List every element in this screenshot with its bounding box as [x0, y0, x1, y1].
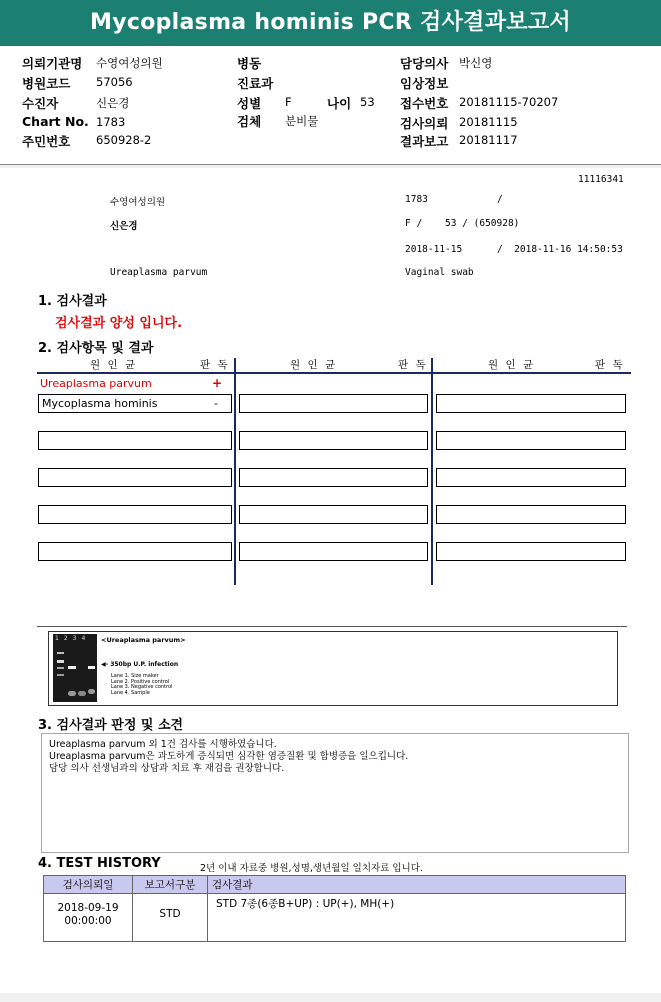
- request-value: 20181115: [459, 115, 518, 129]
- gel-divider: [37, 626, 627, 627]
- sheet-specimen: Vaginal swab: [405, 267, 474, 278]
- result-row-2: [38, 394, 232, 413]
- col2-organism-header: 원 인 균: [290, 359, 338, 371]
- opinion-box: [41, 733, 629, 853]
- code-label: 병원코드: [22, 76, 71, 91]
- history-type: STD: [133, 894, 208, 942]
- empty-cell: [436, 468, 626, 487]
- grid-divider-2: [431, 358, 433, 585]
- history-result: STD 7종(6종B+UP) : UP(+), MH(+): [208, 894, 626, 942]
- lane-number: 1: [55, 635, 59, 642]
- history-date: 2018-09-19: [57, 902, 119, 914]
- section2-title: 2. 검사항목 및 결과: [38, 341, 154, 356]
- header-info: [0, 46, 661, 165]
- gel-band-label: 350bp U.P. infection: [110, 661, 179, 668]
- empty-cell: [38, 468, 232, 487]
- gel-legend-item: Lane 4. Sample: [111, 689, 150, 696]
- sheet-patient: 신은경: [110, 221, 138, 232]
- result-row-1-name: Ureaplasma parvum: [40, 377, 152, 390]
- sheet-sex-age: F / 53 / (650928): [405, 218, 520, 229]
- history-header-row: [44, 876, 626, 894]
- report-value: 20181117: [459, 133, 518, 147]
- col3-judgement-header: 판 독: [595, 359, 625, 371]
- hospital-value: 수영여성의원: [96, 56, 163, 70]
- sheet-slash: /: [497, 194, 503, 205]
- doctor-label: 담당의사: [400, 56, 449, 71]
- section4-title: 4. TEST HISTORY: [38, 856, 161, 871]
- patient-label: 수진자: [22, 96, 59, 111]
- sex-value: F: [285, 95, 292, 109]
- sample-band: [88, 666, 95, 669]
- chart-value: 1783: [96, 115, 126, 129]
- history-note: 2년 이내 자료중 병원,성명,생년월일 일치자료 입니다.: [200, 863, 423, 874]
- report-sheet: [0, 168, 661, 993]
- history-header-date: 검사의뢰일: [44, 876, 133, 894]
- empty-cell: [436, 431, 626, 450]
- history-header-type: 보고서구분: [133, 876, 208, 894]
- grid-header-line: [37, 372, 631, 374]
- empty-cell: [436, 505, 626, 524]
- barcode-number: 11116341: [578, 174, 624, 185]
- dept-label: 진료과: [237, 76, 274, 91]
- section1-result: 검사결과 양성 입니다.: [55, 316, 183, 331]
- history-table: [43, 875, 626, 942]
- opinion-line: Ureaplasma parvum은 과도하게 증식되면 심각한 염증질환 및 합병증을 일으킵니다.: [49, 751, 409, 762]
- age-value: 53: [360, 95, 375, 109]
- positive-band: [68, 666, 76, 669]
- empty-cell: [38, 505, 232, 524]
- col1-organism-header: 원 인 균: [90, 359, 138, 371]
- primer-band: [88, 689, 95, 694]
- lane-number: 4: [81, 635, 86, 642]
- col3-organism-header: 원 인 균: [488, 359, 536, 371]
- sex-label: 성별: [237, 96, 262, 111]
- empty-cell: [239, 468, 428, 487]
- empty-cell: [436, 394, 626, 413]
- empty-cell: [38, 431, 232, 450]
- report-title: Mycoplasma hominis PCR 검사결과보고서: [90, 10, 571, 35]
- section3-title: 3. 검사결과 판정 및 소견: [38, 718, 184, 733]
- arrow-left-icon: ◀-: [101, 661, 109, 668]
- ward-label: 병동: [237, 56, 262, 71]
- col1-judgement-header: 판 독: [200, 359, 230, 371]
- gel-band-annotation: [101, 661, 178, 668]
- sheet-reported: / 2018-11-16 14:50:53: [497, 244, 623, 255]
- report-title-bar: [0, 0, 661, 46]
- specimen-value: 분비물: [285, 114, 319, 128]
- gel-legend-item: Lane 2. Positive control: [111, 678, 170, 685]
- gel-title: <Ureaplasma parvum>: [101, 636, 186, 644]
- code-value: 57056: [96, 75, 133, 89]
- gel-image: [53, 634, 97, 702]
- empty-cell: [239, 394, 428, 413]
- marker-band: [57, 652, 64, 654]
- empty-cell: [239, 505, 428, 524]
- lane-number: 3: [72, 635, 77, 642]
- id-value: 650928-2: [96, 133, 152, 147]
- sheet-chart-no: 1783: [405, 194, 428, 205]
- grid-divider-1: [234, 358, 236, 585]
- primer-band: [78, 691, 86, 696]
- history-row: [44, 894, 626, 942]
- lane-number: 2: [63, 635, 68, 642]
- sheet-hospital: 수영여성의원: [110, 197, 166, 208]
- marker-band: [57, 674, 64, 676]
- doctor-value: 박신영: [459, 56, 493, 70]
- chart-label: Chart No.: [22, 114, 89, 129]
- patient-value: 신은경: [96, 96, 130, 110]
- marker-band: [57, 660, 64, 663]
- hospital-label: 의뢰기관명: [22, 56, 83, 71]
- opinion-line: 담당 의사 선생님과의 상담과 치료 후 재검을 권장합니다.: [49, 763, 285, 774]
- col2-judgement-header: 판 독: [398, 359, 428, 371]
- empty-cell: [436, 542, 626, 561]
- accession-value: 20181115-70207: [459, 95, 559, 109]
- empty-cell: [239, 542, 428, 561]
- id-label: 주민번호: [22, 134, 71, 149]
- specimen-label: 검체: [237, 114, 262, 129]
- history-time: 00:00:00: [64, 915, 112, 927]
- empty-cell: [239, 431, 428, 450]
- clinical-label: 임상정보: [400, 76, 449, 91]
- report-label: 결과보고: [400, 134, 449, 149]
- primer-band: [68, 691, 76, 696]
- accession-label: 접수번호: [400, 96, 449, 111]
- opinion-line: Ureaplasma parvum 외 1건 검사를 시행하였습니다.: [49, 739, 277, 750]
- age-label: 나이: [327, 96, 352, 111]
- result-row-2-value: -: [214, 397, 218, 410]
- history-header-result: 검사결과: [208, 876, 626, 894]
- gel-image-panel: [48, 631, 618, 706]
- result-row-2-name: Mycoplasma hominis: [42, 397, 158, 410]
- gel-legend: [111, 674, 172, 696]
- result-row-1-value: +: [212, 376, 223, 390]
- marker-band: [57, 667, 64, 669]
- history-date-cell: [44, 894, 133, 942]
- gel-legend-item: Lane 3. Negative control: [111, 684, 173, 690]
- empty-cell: [38, 542, 232, 561]
- sheet-received: 2018-11-15: [405, 244, 463, 255]
- sheet-organism: Ureaplasma parvum: [110, 267, 208, 278]
- request-label: 검사의뢰: [400, 116, 449, 131]
- gel-legend-item: Lane 1. Size maker: [111, 673, 159, 679]
- section1-title: 1. 검사결과: [38, 294, 107, 309]
